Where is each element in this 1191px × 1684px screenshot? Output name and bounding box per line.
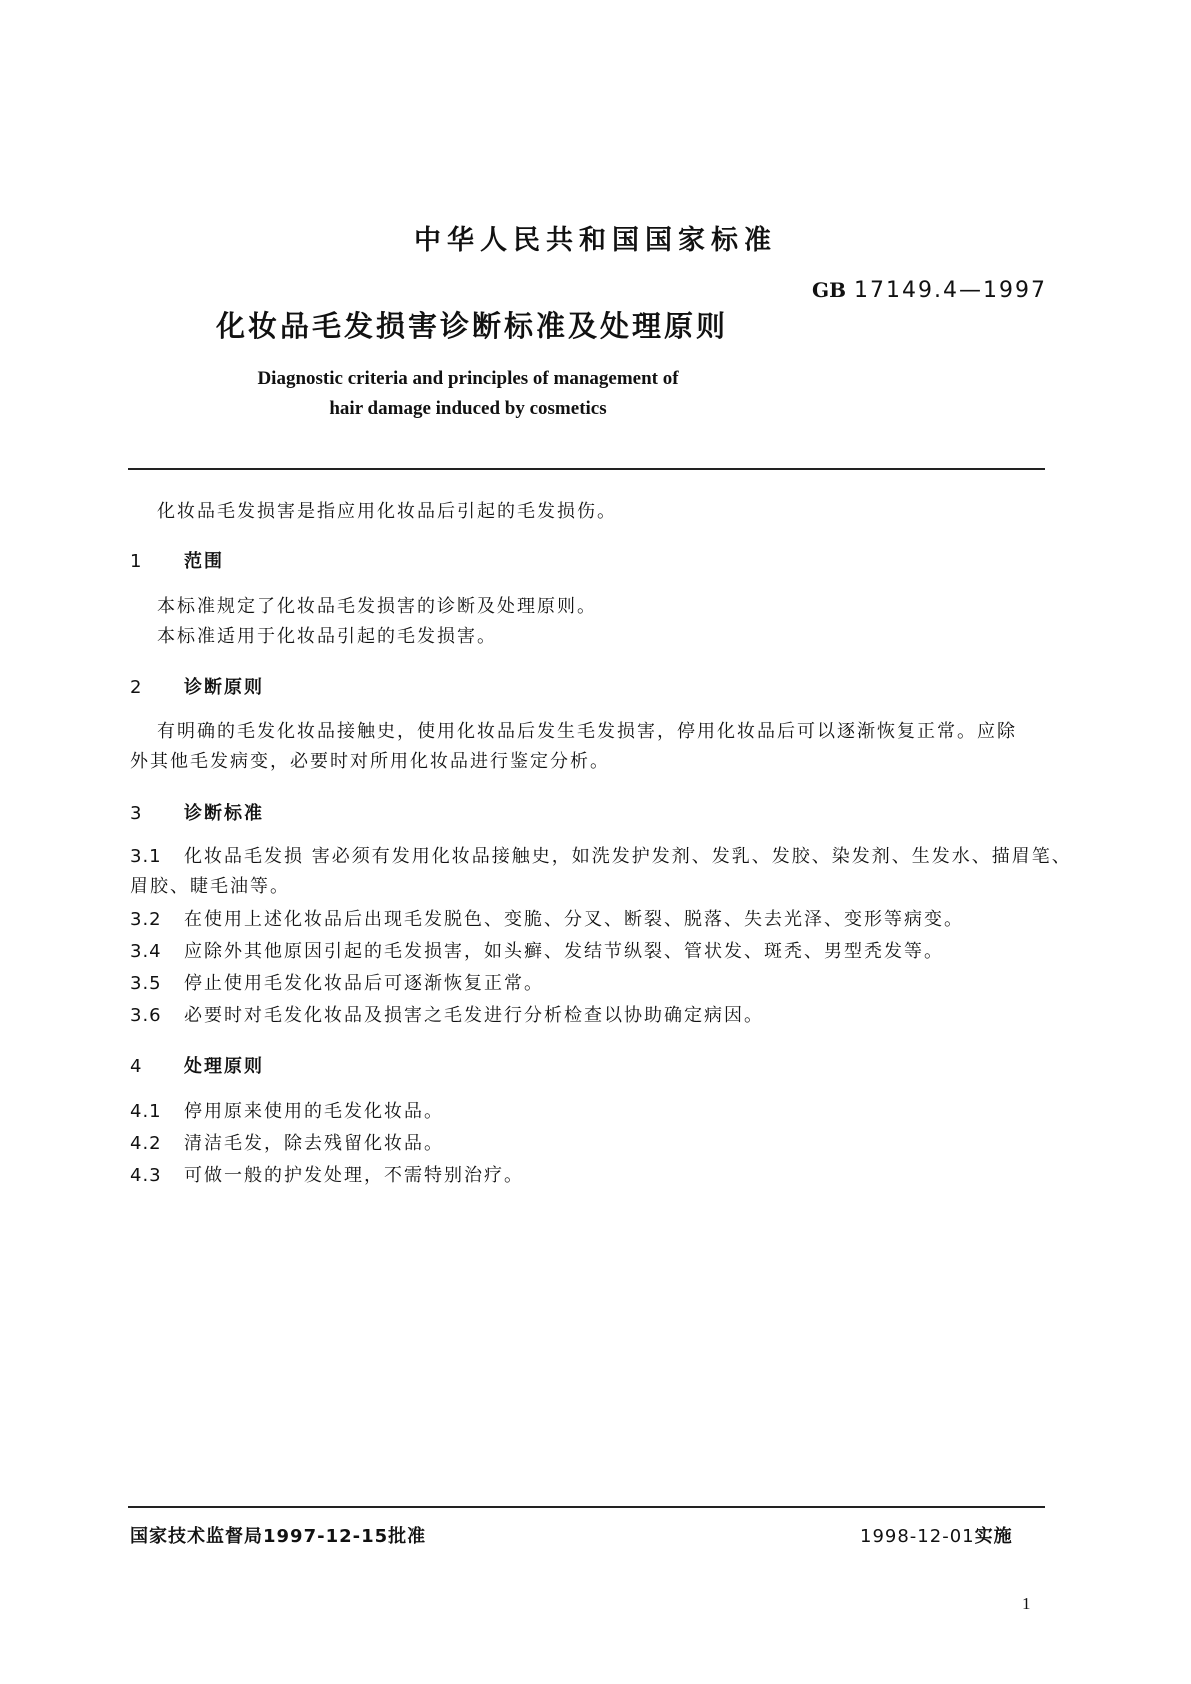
standard-number [812, 278, 1047, 303]
clause-text: 可做一般的护发处理，不需特别治疗。 [184, 1165, 524, 1186]
footer-divider [128, 1506, 1045, 1508]
section-number: 1 [130, 551, 142, 572]
clause-text: 应除外其他原因引起的毛发损害，如头癣、发结节纵裂、管状发、斑秃、男型秃发等。 [184, 941, 944, 962]
section-1-heading [130, 547, 224, 573]
clause-number: 3.4 [130, 941, 162, 962]
title-en-line-2: hair damage induced by cosmetics [329, 398, 607, 419]
page-number: 1 [1022, 1594, 1031, 1613]
clause-text: 停止使用毛发化妆品后可逐渐恢复正常。 [184, 973, 544, 994]
section-2-paragraph-line-1: 有明确的毛发化妆品接触史，使用化妆品后发生毛发损害，停用化妆品后可以逐渐恢复正常。应除 [157, 721, 1017, 742]
approval-line: 国家技术监督局1997-12-15批准 [130, 1526, 427, 1547]
clause-number: 3.6 [130, 1005, 162, 1026]
section-number: 2 [130, 677, 142, 698]
standard-code: 17149.4—1997 [853, 278, 1047, 303]
clause-number: 3.1 [130, 846, 162, 867]
clause-number: 3.2 [130, 909, 162, 930]
clause-3-1-continuation: 眉胶、睫毛油等。 [130, 876, 290, 897]
section-label: 处理原则 [184, 1056, 264, 1077]
clause-text: 停用原来使用的毛发化妆品。 [184, 1101, 444, 1122]
effective-date: 1998-12-01 [860, 1526, 975, 1547]
section-1-paragraph-2: 本标准适用于化妆品引起的毛发损害。 [157, 626, 497, 647]
clause-3-1 [130, 842, 1072, 872]
clause-text: 清洁毛发，除去残留化妆品。 [184, 1133, 444, 1154]
document-title-cn: 化妆品毛发损害诊断标准及处理原则 [216, 309, 729, 343]
clause-number: 4.2 [130, 1133, 162, 1154]
clause-3-4 [130, 937, 944, 967]
clause-3-6 [130, 1001, 764, 1031]
national-standard-heading: 中华人民共和国国家标准 [414, 225, 777, 256]
intro-paragraph: 化妆品毛发损害是指应用化妆品后引起的毛发损伤。 [157, 501, 617, 522]
clause-text: 化妆品毛发损 害必须有发用化妆品接触史，如洗发护发剂、发乳、发胶、染发剂、生发水、描眉笔、 [184, 846, 1072, 867]
clause-4-3 [130, 1161, 524, 1191]
section-number: 3 [130, 803, 142, 824]
section-3-heading [130, 799, 264, 825]
standard-prefix: GB [812, 278, 846, 302]
effective-date-line [860, 1522, 1013, 1548]
clause-number: 4.1 [130, 1101, 162, 1122]
clause-4-2 [130, 1129, 444, 1159]
section-label: 范围 [184, 551, 224, 572]
document-title-en [0, 364, 936, 424]
title-en-line-1: Diagnostic criteria and principles of management of [257, 368, 679, 389]
clause-4-1 [130, 1097, 444, 1127]
section-label: 诊断标准 [184, 803, 264, 824]
clause-number: 4.3 [130, 1165, 162, 1186]
section-2-paragraph-line-2: 外其他毛发病变，必要时对所用化妆品进行鉴定分析。 [130, 751, 610, 772]
section-label: 诊断原则 [184, 677, 264, 698]
section-number: 4 [130, 1056, 142, 1077]
clause-text: 必要时对毛发化妆品及损害之毛发进行分析检查以协助确定病因。 [184, 1005, 764, 1026]
clause-3-2 [130, 905, 964, 935]
clause-text: 在使用上述化妆品后出现毛发脱色、变脆、分叉、断裂、脱落、失去光泽、变形等病变。 [184, 909, 964, 930]
section-1-paragraph-1: 本标准规定了化妆品毛发损害的诊断及处理原则。 [157, 596, 597, 617]
section-4-heading [130, 1052, 264, 1078]
clause-number: 3.5 [130, 973, 162, 994]
header-divider [128, 468, 1045, 470]
effective-label: 实施 [974, 1526, 1013, 1547]
clause-3-5 [130, 969, 544, 999]
section-2-heading [130, 673, 264, 699]
